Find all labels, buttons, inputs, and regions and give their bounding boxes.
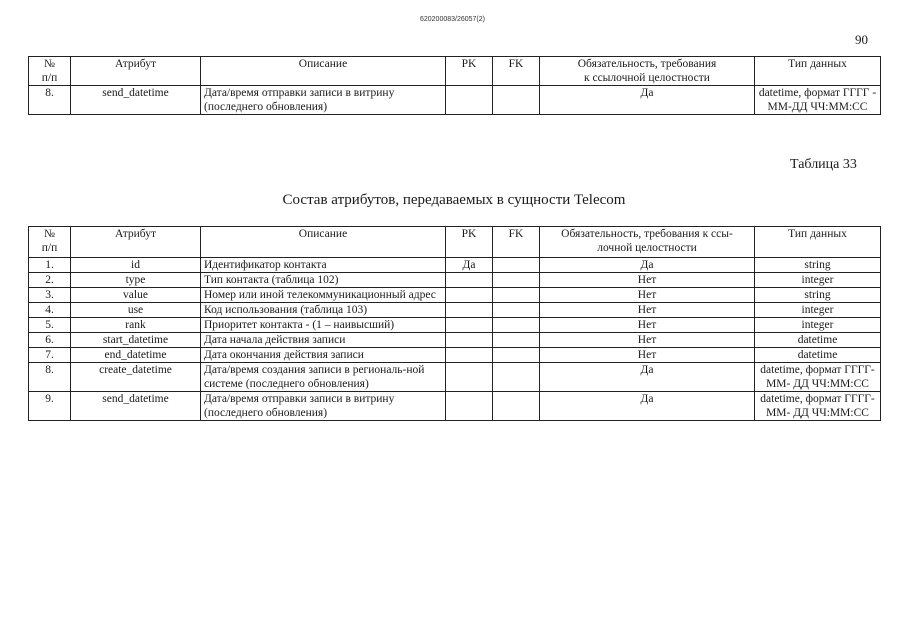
table-row <box>29 273 881 288</box>
attribute-name: end_datetime <box>71 348 201 363</box>
header-fk: FK <box>493 227 540 258</box>
foreign-key-flag <box>493 333 540 348</box>
required-flag: Да <box>540 363 755 392</box>
data-type: string <box>755 288 881 303</box>
primary-key-flag <box>446 86 493 115</box>
foreign-key-flag <box>493 258 540 273</box>
table-row <box>29 392 881 421</box>
required-flag: Нет <box>540 288 755 303</box>
row-number: 7. <box>29 348 71 363</box>
primary-key-flag <box>446 348 493 363</box>
row-number: 3. <box>29 288 71 303</box>
primary-key-flag: Да <box>446 258 493 273</box>
attribute-description: Дата/время отправки записи в витрину (последнего обновления) <box>201 86 446 115</box>
foreign-key-flag <box>493 273 540 288</box>
primary-key-flag <box>446 333 493 348</box>
table-row <box>29 333 881 348</box>
header-attr: Атрибут <box>71 57 201 86</box>
attribute-description: Дата/время отправки записи в витрину (последнего обновления) <box>201 392 446 421</box>
foreign-key-flag <box>493 392 540 421</box>
table-row <box>29 348 881 363</box>
row-number: 1. <box>29 258 71 273</box>
header-desc: Описание <box>201 227 446 258</box>
header-req: Обязательность, требования к ссылочной целостности <box>540 57 755 86</box>
foreign-key-flag <box>493 288 540 303</box>
table-row <box>29 363 881 392</box>
row-number: 8. <box>29 86 71 115</box>
header-num: № п/п <box>29 227 71 258</box>
primary-key-flag <box>446 392 493 421</box>
data-type: string <box>755 258 881 273</box>
required-flag: Да <box>540 86 755 115</box>
required-flag: Нет <box>540 303 755 318</box>
header-num: № п/п <box>29 57 71 86</box>
required-flag: Да <box>540 392 755 421</box>
attribute-name: rank <box>71 318 201 333</box>
required-flag: Да <box>540 258 755 273</box>
table-row <box>29 288 881 303</box>
row-number: 5. <box>29 318 71 333</box>
attribute-name: value <box>71 288 201 303</box>
required-flag: Нет <box>540 318 755 333</box>
attributes-table-continued <box>28 56 881 115</box>
row-number: 9. <box>29 392 71 421</box>
data-type: integer <box>755 318 881 333</box>
table-row <box>29 86 881 115</box>
header-pk: PK <box>446 57 493 86</box>
primary-key-flag <box>446 303 493 318</box>
table-row <box>29 318 881 333</box>
header-req: Обязательность, требования к ссы- лочной целостности <box>540 227 755 258</box>
attribute-description: Дата начала действия записи <box>201 333 446 348</box>
table-header-row <box>29 57 881 86</box>
header-desc: Описание <box>201 57 446 86</box>
data-type: datetime <box>755 333 881 348</box>
attribute-name: id <box>71 258 201 273</box>
attribute-name: type <box>71 273 201 288</box>
foreign-key-flag <box>493 318 540 333</box>
document-code: 620200083/26057(2) <box>419 16 485 23</box>
attribute-description: Код использования (таблица 103) <box>201 303 446 318</box>
table-row <box>29 258 881 273</box>
data-type: datetime, формат ГГГГ-ММ- ДД ЧЧ:ММ:СС <box>755 392 881 421</box>
attribute-description: Идентификатор контакта <box>201 258 446 273</box>
foreign-key-flag <box>493 303 540 318</box>
attribute-name: create_datetime <box>71 363 201 392</box>
foreign-key-flag <box>493 86 540 115</box>
foreign-key-flag <box>493 348 540 363</box>
primary-key-flag <box>446 288 493 303</box>
data-type: datetime, формат ГГГГ-ММ- ДД ЧЧ:ММ:СС <box>755 363 881 392</box>
attribute-name: send_datetime <box>71 392 201 421</box>
attributes-table-telecom <box>28 226 881 421</box>
attribute-name: start_datetime <box>71 333 201 348</box>
table-caption: Таблица 33 <box>790 157 857 172</box>
foreign-key-flag <box>493 363 540 392</box>
header-type: Тип данных <box>755 227 881 258</box>
primary-key-flag <box>446 273 493 288</box>
data-type: datetime, формат ГГГГ - ММ-ДД ЧЧ:ММ:СС <box>755 86 881 115</box>
header-fk: FK <box>493 57 540 86</box>
required-flag: Нет <box>540 333 755 348</box>
table-header-row <box>29 227 881 258</box>
attribute-name: use <box>71 303 201 318</box>
required-flag: Нет <box>540 348 755 363</box>
attribute-description: Приоритет контакта - (1 – наивысший) <box>201 318 446 333</box>
row-number: 6. <box>29 333 71 348</box>
attribute-description: Дата окончания действия записи <box>201 348 446 363</box>
row-number: 4. <box>29 303 71 318</box>
required-flag: Нет <box>540 273 755 288</box>
attribute-description: Дата/время создания записи в региональ-ной системе (последнего обновления) <box>201 363 446 392</box>
attribute-description: Тип контакта (таблица 102) <box>201 273 446 288</box>
data-type: integer <box>755 303 881 318</box>
row-number: 8. <box>29 363 71 392</box>
header-pk: PK <box>446 227 493 258</box>
table-title: Состав атрибутов, передаваемых в сущности Telecom <box>282 192 626 208</box>
table-row <box>29 303 881 318</box>
primary-key-flag <box>446 318 493 333</box>
primary-key-flag <box>446 363 493 392</box>
data-type: integer <box>755 273 881 288</box>
attribute-description: Номер или иной телекоммуникационный адрес <box>201 288 446 303</box>
row-number: 2. <box>29 273 71 288</box>
page-number: 90 <box>855 32 868 47</box>
attribute-name: send_datetime <box>71 86 201 115</box>
header-attr: Атрибут <box>71 227 201 258</box>
data-type: datetime <box>755 348 881 363</box>
header-type: Тип данных <box>755 57 881 86</box>
